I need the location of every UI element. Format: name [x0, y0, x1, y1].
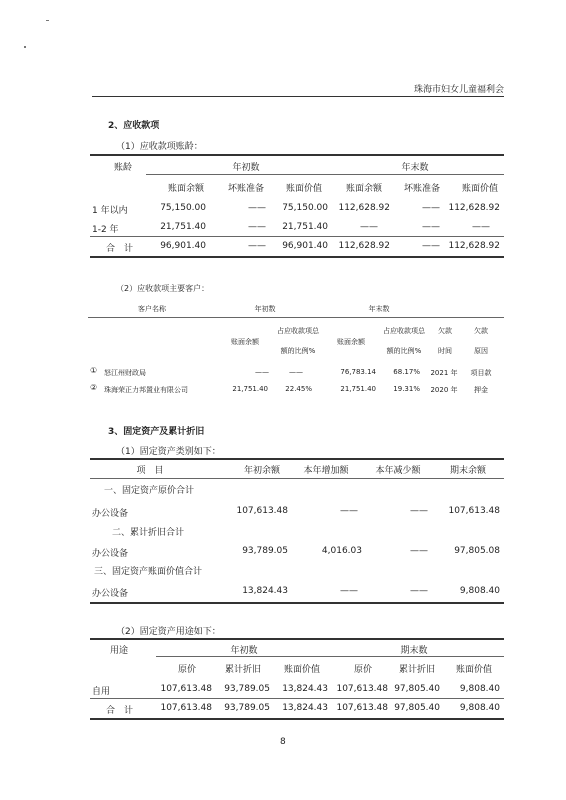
col-header: 欠款 [474, 327, 488, 335]
cell: 112,628.92 [448, 203, 500, 213]
subsection-title: （2）固定资产用途如下： [116, 627, 221, 637]
col-header: 额的比例% [280, 347, 316, 355]
cell: —— [340, 586, 358, 596]
cell: 107,613.48 [336, 684, 388, 694]
table-rule [90, 638, 504, 640]
cell: —— [248, 241, 266, 251]
cell: 13,824.43 [282, 703, 328, 713]
col-header: 原价 [177, 665, 196, 675]
cell: —— [410, 586, 428, 596]
col-header: 账面价值 [285, 184, 322, 194]
col-end-header: 年末数 [401, 163, 429, 173]
group-label: 二、累计折旧合计 [112, 528, 185, 538]
table-rule [146, 174, 504, 175]
cell: 22.45% [285, 385, 312, 393]
cell: 93,789.05 [242, 546, 288, 556]
section-title: 2、应收款项 [108, 121, 160, 131]
col-header: 原因 [474, 347, 488, 355]
cell: 13,824.43 [282, 684, 328, 694]
cell: 107,613.48 [336, 703, 388, 713]
col-header: 额的比例% [386, 347, 422, 355]
cell: 2021 年 [430, 369, 458, 377]
cell: 21,751.40 [282, 222, 328, 232]
cell: 93,789.05 [224, 684, 270, 694]
col-end-header: 期末数 [400, 646, 428, 656]
cell: 9,808.40 [459, 684, 500, 694]
cell: 97,805.40 [394, 703, 440, 713]
col-header: 本年增加额 [303, 466, 349, 476]
cell: —— [340, 506, 358, 516]
cell: 项目款 [470, 369, 492, 377]
table-rule [90, 458, 504, 460]
col-header: 累计折旧 [398, 665, 435, 675]
cell: 107,613.48 [448, 506, 500, 516]
cell: 押金 [474, 386, 488, 394]
cell: 13,824.43 [242, 586, 288, 596]
col-header: 本年减少额 [375, 466, 421, 476]
cell: 107,613.48 [236, 506, 288, 516]
cell: —— [410, 506, 428, 516]
col-name-header: 客户名称 [138, 305, 166, 313]
cell: 68.17% [393, 368, 420, 376]
row-label: 合 计 [106, 244, 134, 254]
col-header: 坏账准备 [403, 184, 440, 194]
table-rule [90, 154, 504, 156]
col-header: 占应收款项总 [383, 327, 425, 335]
cell: —— [472, 222, 490, 232]
cell: 107,613.48 [160, 684, 212, 694]
customer-name: 怒江州财政局 [104, 369, 146, 377]
cell: —— [255, 368, 269, 376]
cell: 2020 年 [430, 386, 458, 394]
row-label: 办公设备 [92, 589, 129, 599]
col-header: 占应收款项总 [277, 327, 319, 335]
cell: 112,628.92 [338, 203, 390, 213]
col-begin-header: 年初数 [230, 646, 258, 656]
page-number: 8 [280, 737, 286, 747]
row-label: 1 年以内 [92, 206, 128, 216]
col-age-header: 账龄 [114, 163, 133, 173]
row-number: ② [90, 383, 98, 392]
col-use-header: 用途 [110, 646, 129, 656]
cell: 19.31% [393, 385, 420, 393]
col-header: 累计折旧 [224, 665, 261, 675]
group-label: 一、固定资产原价合计 [104, 486, 195, 496]
cell: —— [410, 546, 428, 556]
table-rule [90, 236, 504, 237]
cell: 76,783.14 [340, 368, 376, 376]
cell: 96,901.40 [282, 241, 328, 251]
col-header: 账面余额 [231, 338, 259, 346]
header-org: 珠海市妇女儿童福利会 [413, 85, 504, 95]
table-rule [88, 317, 504, 318]
table-rule [90, 698, 504, 699]
group-label: 三、固定资产账面价值合计 [94, 567, 203, 577]
cell: 97,805.40 [394, 684, 440, 694]
row-label: 自用 [92, 687, 111, 697]
row-label: 办公设备 [92, 509, 129, 519]
scan-speck [46, 20, 49, 21]
col-header: 账面价值 [455, 665, 492, 675]
cell: —— [422, 222, 440, 232]
cell: 112,628.92 [448, 241, 500, 251]
table-rule [156, 656, 504, 657]
customer-name: 珠海荣正力邦置业有限公司 [104, 386, 188, 394]
col-header: 原价 [353, 665, 372, 675]
col-header: 账面价值 [461, 184, 498, 194]
col-end-header: 年末数 [368, 305, 390, 313]
cell: 112,628.92 [338, 241, 390, 251]
table-rule [90, 602, 504, 604]
col-header: 时间 [438, 347, 452, 355]
table-rule [90, 478, 504, 479]
cell: —— [248, 203, 266, 213]
cell: 9,808.40 [459, 586, 500, 596]
col-header: 欠款 [438, 327, 452, 335]
cell: 107,613.48 [160, 703, 212, 713]
subsection-title: （1）固定资产类别如下： [116, 447, 221, 457]
col-header: 年初余额 [243, 466, 280, 476]
cell: 97,805.08 [454, 546, 500, 556]
cell: —— [422, 241, 440, 251]
row-label: 合 计 [106, 706, 134, 716]
table-rule [90, 718, 504, 720]
col-header: 项 目 [136, 466, 164, 476]
cell: —— [422, 203, 440, 213]
cell: —— [248, 222, 266, 232]
row-label: 办公设备 [92, 549, 129, 559]
col-header: 账面价值 [283, 665, 320, 675]
cell: 9,808.40 [459, 703, 500, 713]
cell: 75,150.00 [282, 203, 328, 213]
cell: —— [289, 368, 303, 376]
subsection-title: （1）应收款项账龄： [116, 142, 203, 152]
col-header: 账面余额 [337, 338, 365, 346]
subsection-title: （2）应收款项主要客户： [116, 284, 210, 293]
cell: 4,016.03 [321, 546, 362, 556]
col-begin-header: 年初数 [232, 163, 260, 173]
cell: 21,751.40 [232, 385, 268, 393]
col-header: 坏账准备 [227, 184, 264, 194]
header-rule [92, 96, 504, 97]
scan-speck [24, 46, 26, 48]
cell: 21,751.40 [160, 222, 206, 232]
table-rule [90, 256, 504, 258]
col-begin-header: 年初数 [254, 305, 276, 313]
cell: 96,901.40 [160, 241, 206, 251]
col-header: 期末余额 [449, 466, 486, 476]
row-label: 1-2 年 [92, 225, 119, 235]
row-number: ① [90, 366, 98, 375]
cell: 75,150.00 [160, 203, 206, 213]
cell: 21,751.40 [340, 385, 376, 393]
col-header: 账面余额 [167, 184, 204, 194]
section-title: 3、固定资产及累计折旧 [108, 427, 205, 437]
col-header: 账面余额 [345, 184, 382, 194]
cell: 93,789.05 [224, 703, 270, 713]
cell: —— [360, 222, 378, 232]
